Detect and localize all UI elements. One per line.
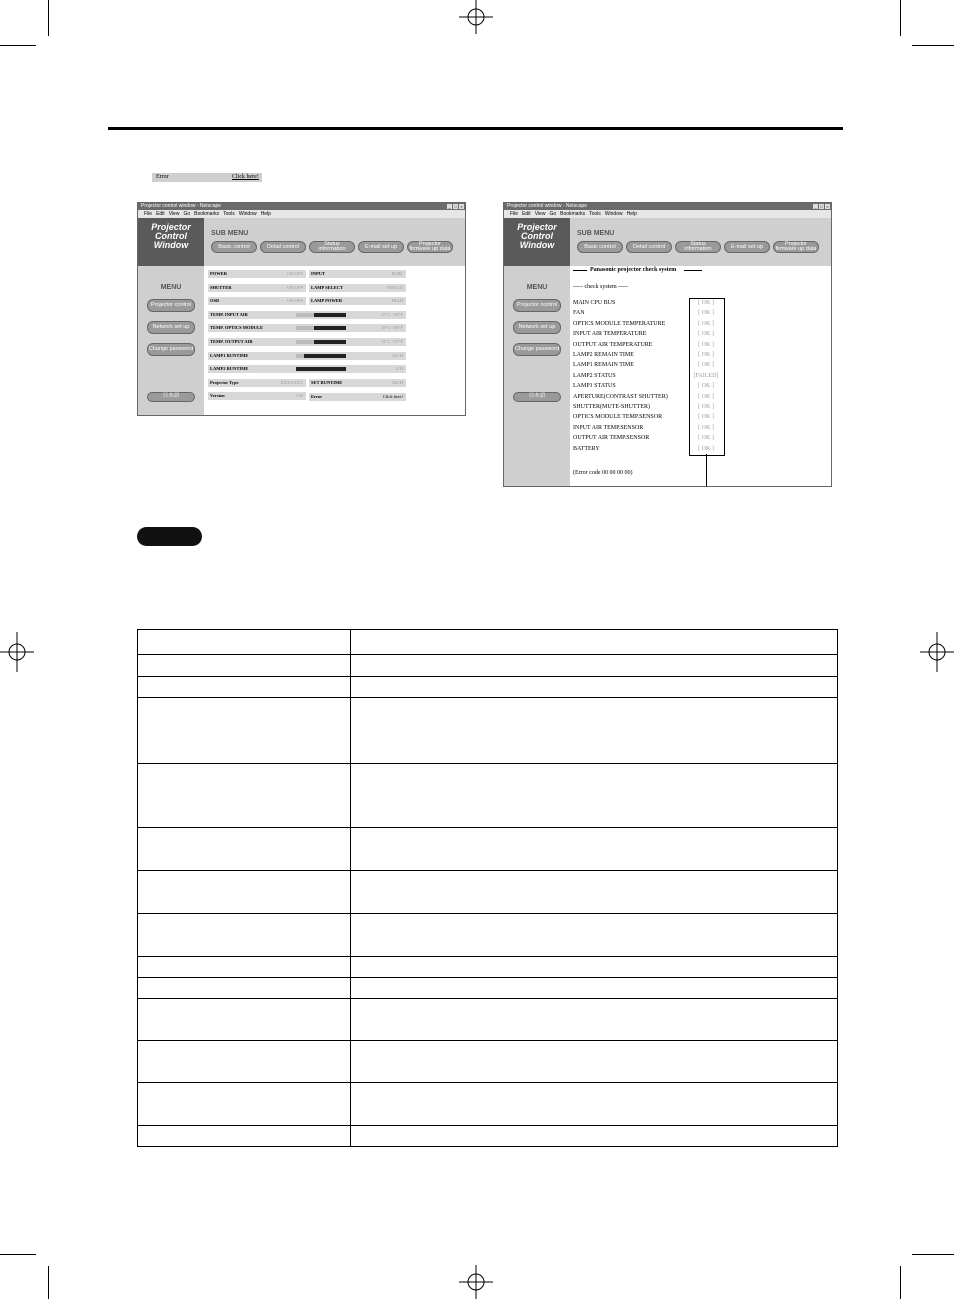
- check-item: LAMP1 STATUS: [573, 383, 616, 390]
- status-row: [309, 270, 406, 278]
- table-cell: [351, 677, 838, 698]
- table-cell: [351, 871, 838, 914]
- bar-fill: [314, 340, 347, 344]
- menu-title: MENU: [526, 284, 548, 291]
- check-subheading: ----- check system -----: [573, 284, 629, 290]
- network-setup-button[interactable]: Network set up: [513, 321, 561, 334]
- menu-tools[interactable]: Tools: [589, 211, 601, 217]
- check-item: MAIN CPU BUS: [573, 300, 616, 306]
- check-item: FAN: [573, 310, 585, 317]
- status-row: [309, 379, 406, 387]
- menu-bookmarks[interactable]: Bookmarks: [560, 211, 586, 217]
- projector-control-button[interactable]: Projector control: [147, 299, 195, 312]
- check-item: INPUT AIR TEMPERATURE: [573, 331, 647, 338]
- check-result: [ OK ]: [698, 445, 714, 452]
- table-row: [138, 698, 838, 764]
- table-row: [138, 630, 838, 655]
- check-item: LAMP1 REMAIN TIME: [573, 362, 634, 369]
- submenu-title: SUB MENU: [577, 230, 615, 237]
- window-titlebar: [138, 203, 465, 210]
- check-item: OUTPUT AIR TEMP.SENSOR: [573, 435, 650, 442]
- crop-mark: [900, 1266, 901, 1299]
- submenu-title: SUB MENU: [211, 230, 249, 237]
- menu-tools[interactable]: Tools: [223, 211, 235, 217]
- maximize-icon[interactable]: □: [820, 204, 823, 209]
- firmware-update-button[interactable]: Projector firmware up data: [773, 241, 819, 253]
- error-label: Error: [156, 174, 169, 180]
- table-cell: [138, 630, 351, 655]
- status-row: [208, 311, 406, 319]
- check-item: SHUTTER(MUTE-SHUTTER): [573, 404, 650, 410]
- basic-control-button[interactable]: Basic control: [211, 241, 257, 253]
- minimize-icon[interactable]: _: [814, 204, 817, 209]
- status-row: [208, 297, 306, 305]
- status-value: ON OFF: [287, 271, 303, 276]
- status-value: ON OFF: [287, 298, 303, 304]
- status-label: LAMP SELECT: [311, 284, 343, 290]
- check-result: [ OK ]: [698, 393, 714, 400]
- check-item: BATTERY: [573, 445, 600, 452]
- check-result: [ OK ]: [698, 300, 714, 306]
- error-link[interactable]: Click here!: [232, 174, 259, 180]
- check-heading: Panasonic projector check system: [590, 267, 677, 273]
- status-value: 324 H: [391, 380, 403, 385]
- menu-edit[interactable]: Edit: [156, 211, 165, 217]
- table-row: [138, 677, 838, 698]
- sidebar: [138, 218, 204, 415]
- email-setup-button[interactable]: E-mail set up: [724, 241, 770, 253]
- browser-menubar: [138, 210, 465, 218]
- table-row: [138, 914, 838, 957]
- logo-line: Window: [153, 240, 189, 250]
- status-label: POWER: [210, 271, 228, 276]
- maximize-icon[interactable]: □: [454, 204, 457, 209]
- table-cell: [138, 655, 351, 677]
- status-value: XXXXXXX: [280, 379, 303, 385]
- table-cell: [138, 978, 351, 999]
- close-icon[interactable]: ×: [826, 204, 829, 209]
- crop-mark: [48, 1266, 49, 1299]
- status-row: [208, 284, 306, 292]
- submenu-bar: [204, 218, 465, 266]
- menu-view[interactable]: View: [534, 211, 546, 217]
- menu-go[interactable]: Go: [183, 211, 191, 217]
- table-cell: [138, 828, 351, 871]
- crop-mark: [912, 45, 954, 46]
- table-cell: [351, 1041, 838, 1083]
- window-controls: [813, 204, 830, 209]
- table-cell: [138, 677, 351, 698]
- check-result: [ OK ]: [698, 414, 714, 421]
- error-table: [137, 629, 838, 1147]
- check-result: [ OK ]: [698, 310, 714, 317]
- check-result: [ OK ]: [698, 362, 714, 369]
- status-label: TEMP. OUTPUT AIR: [210, 339, 253, 344]
- registration-mark-icon: [459, 1265, 493, 1299]
- status-value: ON OFF: [287, 284, 303, 290]
- check-content: [570, 266, 831, 486]
- table-row: [138, 1083, 838, 1126]
- logo-line: Projector: [517, 222, 557, 232]
- result-highlight-box: [689, 298, 725, 456]
- table-cell: [138, 999, 351, 1041]
- table-cell: [138, 1083, 351, 1126]
- detail-control-button[interactable]: Detail control: [260, 241, 306, 253]
- app-logo: [504, 218, 570, 266]
- status-row: [208, 270, 306, 278]
- menu-help[interactable]: Help: [260, 211, 271, 217]
- table-cell: [138, 914, 351, 957]
- status-row: [309, 297, 406, 305]
- table-cell: [351, 655, 838, 677]
- change-password-button[interactable]: Change password: [513, 343, 561, 356]
- check-result: [FAILED]: [693, 372, 719, 379]
- status-row: [208, 352, 406, 360]
- menu-bookmarks[interactable]: Bookmarks: [194, 211, 220, 217]
- status-value: 0 H: [396, 366, 403, 372]
- japanese-button[interactable]: 日本語: [147, 392, 195, 402]
- sidebar: [504, 218, 570, 486]
- window-controls: [447, 204, 464, 209]
- window-title: Projector control window - Netscape: [141, 203, 222, 209]
- close-icon[interactable]: ×: [460, 204, 463, 209]
- status-row: [208, 338, 406, 346]
- check-item: LAMP2 STATUS: [573, 372, 616, 379]
- temperature-bar: [296, 313, 346, 317]
- table-row: [138, 978, 838, 999]
- table-row: [138, 999, 838, 1041]
- bar-fill: [314, 313, 347, 317]
- crop-mark: [48, 0, 49, 36]
- table-cell: [351, 957, 838, 978]
- change-password-button[interactable]: Change password: [147, 343, 195, 356]
- window-title: Projector control window - Netscape: [507, 203, 588, 209]
- submenu-bar: [570, 218, 831, 266]
- divider: [573, 270, 587, 271]
- registration-mark-icon: [0, 632, 40, 672]
- network-setup-button[interactable]: Network set up: [147, 321, 195, 334]
- status-label: TEMP. OPTICS MODULE: [210, 325, 263, 331]
- status-label: LAMP1 RUNTIME: [210, 352, 249, 358]
- check-result: [ OK ]: [698, 424, 714, 431]
- table-cell: [138, 871, 351, 914]
- bar-fill: [304, 354, 347, 358]
- bar-fill: [296, 367, 346, 371]
- temperature-bar: [296, 340, 346, 344]
- menu-window[interactable]: Window: [238, 211, 257, 217]
- menu-file[interactable]: File: [510, 211, 519, 217]
- projector-control-button[interactable]: Projector control: [513, 299, 561, 312]
- crop-mark: [0, 45, 36, 46]
- firmware-update-button[interactable]: Projector firmware up data: [407, 241, 453, 253]
- error-strip: [152, 173, 262, 182]
- table-cell: [351, 764, 838, 828]
- check-result: [ OK ]: [698, 404, 714, 410]
- status-value: 30°C / 86°F: [381, 325, 403, 331]
- table-cell: [138, 1126, 351, 1147]
- check-item: OPTICS MODULE TEMP.SENSOR: [573, 414, 663, 421]
- table-row: [138, 764, 838, 828]
- check-item: OPTICS MODULE TEMPERATURE: [573, 320, 666, 327]
- crop-mark: [0, 1254, 36, 1255]
- divider: [684, 270, 702, 271]
- status-information-button[interactable]: Status information: [309, 241, 355, 253]
- logo-line: Control: [155, 231, 187, 241]
- temperature-bar: [296, 326, 346, 330]
- error-code: (Error code 00 00 00 00): [573, 470, 633, 476]
- logo-line: Window: [519, 240, 555, 250]
- temperature-bar: [296, 367, 346, 371]
- callout-line: [706, 454, 707, 487]
- menu-view[interactable]: View: [168, 211, 180, 217]
- check-result: [ OK ]: [698, 320, 714, 327]
- crop-mark: [912, 1254, 954, 1255]
- status-information-button[interactable]: Status information: [675, 241, 721, 253]
- status-row: [208, 379, 306, 387]
- table-row: [138, 957, 838, 978]
- status-label: LAMP POWER: [311, 298, 343, 304]
- status-content: [204, 266, 465, 415]
- status-row: [208, 392, 306, 400]
- registration-mark-icon: [459, 0, 493, 34]
- japanese-button[interactable]: 日本語: [513, 392, 561, 402]
- status-value[interactable]: Click here!: [382, 393, 403, 399]
- table-cell: [351, 1083, 838, 1126]
- table-cell: [138, 764, 351, 828]
- check-item: INPUT AIR TEMP.SENSOR: [573, 424, 644, 431]
- check-result: [ OK ]: [698, 331, 714, 338]
- menu-window[interactable]: Window: [604, 211, 623, 217]
- status-label: OSD: [210, 298, 220, 304]
- menu-go[interactable]: Go: [549, 211, 557, 217]
- status-row: [309, 393, 406, 401]
- email-setup-button[interactable]: E-mail set up: [358, 241, 404, 253]
- table-cell: [351, 828, 838, 871]
- status-value: 1.00: [295, 393, 303, 399]
- menu-file[interactable]: File: [144, 211, 153, 217]
- check-result: [ OK ]: [698, 352, 714, 358]
- check-item: APERTURE(CONTRAST SHUTTER): [573, 393, 668, 400]
- table-row: [138, 1126, 838, 1147]
- note-badge: [137, 527, 202, 546]
- window-titlebar: [504, 203, 831, 210]
- status-row: [208, 324, 406, 332]
- status-label: SHUTTER: [210, 284, 232, 290]
- table-cell: [351, 999, 838, 1041]
- app-logo: [138, 218, 204, 266]
- status-row: [208, 365, 406, 373]
- status-value: SINGLE: [387, 284, 403, 290]
- status-value: 324 H: [391, 352, 403, 358]
- status-label: TEMP. INPUT AIR: [210, 311, 248, 317]
- table-row: [138, 1041, 838, 1083]
- status-label: INPUT: [311, 271, 326, 276]
- table-cell: [351, 630, 838, 655]
- status-label: Projector Type: [210, 379, 239, 385]
- check-system-window: [503, 202, 832, 487]
- menu-help[interactable]: Help: [626, 211, 637, 217]
- status-label: SET RUNTIME: [311, 380, 343, 385]
- status-value: 27°C / 80°F: [381, 311, 403, 317]
- check-item: LAMP2 REMAIN TIME: [573, 352, 634, 358]
- bar-fill: [314, 326, 347, 330]
- temperature-bar: [296, 354, 346, 358]
- basic-control-button[interactable]: Basic control: [577, 241, 623, 253]
- minimize-icon[interactable]: _: [448, 204, 451, 209]
- page-header-rule: [108, 127, 843, 130]
- table-cell: [138, 1041, 351, 1083]
- status-label: Version: [210, 393, 225, 399]
- check-result: [ OK ]: [698, 383, 714, 390]
- detail-control-button[interactable]: Detail control: [626, 241, 672, 253]
- check-item: OUTPUT AIR TEMPERATURE: [573, 341, 653, 348]
- table-cell: [138, 957, 351, 978]
- menu-edit[interactable]: Edit: [522, 211, 531, 217]
- table-cell: [351, 1126, 838, 1147]
- status-value: 31°C / 87°F: [381, 339, 403, 344]
- table-row: [138, 655, 838, 677]
- status-row: [309, 284, 406, 292]
- table-cell: [351, 978, 838, 999]
- status-label: LAMP2 RUNTIME: [210, 366, 249, 372]
- table-cell: [138, 698, 351, 764]
- crop-mark: [900, 0, 901, 36]
- table-cell: [351, 914, 838, 957]
- status-label: Error: [311, 393, 323, 399]
- table-row: [138, 871, 838, 914]
- registration-mark-icon: [914, 632, 954, 672]
- status-value: HIGH: [391, 298, 403, 304]
- logo-line: Projector: [151, 222, 191, 232]
- check-result: [ OK ]: [698, 341, 714, 348]
- logo-line: Control: [521, 231, 553, 241]
- table-row: [138, 828, 838, 871]
- status-window: [137, 202, 466, 416]
- browser-menubar: [504, 210, 831, 218]
- menu-title: MENU: [160, 284, 182, 291]
- status-value: RGB1: [391, 271, 403, 276]
- table-cell: [351, 698, 838, 764]
- check-result: [ OK ]: [698, 435, 714, 442]
